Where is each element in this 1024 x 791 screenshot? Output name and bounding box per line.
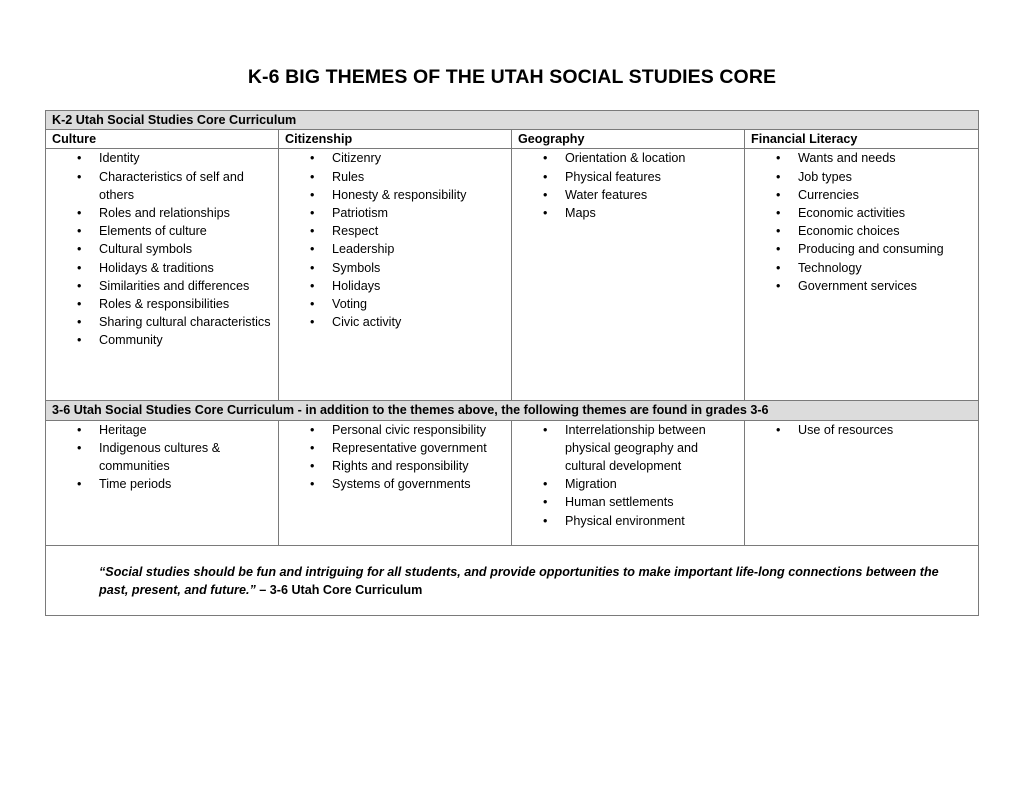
column-header-row [46,130,979,149]
bullet-item: • Orientation & location [565,149,738,167]
quote-text: “Social studies should be fun and intriguing for all students, and provide opportunities to make important life-long connections between the past, present, and future.” [99,564,939,597]
quote-block [99,563,958,599]
bullet-item: • Currencies [798,186,972,204]
k2-heading-row [46,111,979,130]
bullet-item: • Elements of culture [99,222,272,240]
g36-culture-list [52,421,272,494]
bullet-item: • Characteristics of self and others [99,168,272,204]
g36-culture-cell [46,420,279,545]
k2-themes-row [46,149,979,401]
bullet-item: • Holidays [332,277,505,295]
bullet-item: • Government services [798,277,972,295]
k2-geography-cell [512,149,745,401]
bullet-item: • Leadership [332,240,505,258]
column-header-culture: Culture [46,130,279,149]
bullet-item: • Respect [332,222,505,240]
bullet-item: • Physical environment [565,512,738,530]
bullet-item: • Roles and relationships [99,204,272,222]
bullet-item: • Holidays & traditions [99,259,272,277]
bullet-item: • Time periods [99,475,272,493]
k2-citizenship-cell [279,149,512,401]
bullet-item: • Rights and responsibility [332,457,505,475]
bullet-item: • Identity [99,149,272,167]
bullet-item: • Wants and needs [798,149,972,167]
quote-cell [46,545,979,615]
bullet-item: • Civic activity [332,313,505,331]
g36-heading: 3-6 Utah Social Studies Core Curriculum - in addition to the themes above, the following themes are found in grades 3-6 [46,401,979,420]
g36-geography-list [518,421,738,530]
g36-citizenship-cell [279,420,512,545]
bullet-item: • Symbols [332,259,505,277]
bullet-item: • Voting [332,295,505,313]
g36-financial-cell [745,420,979,545]
k2-financial-cell [745,149,979,401]
bullet-item: • Economic choices [798,222,972,240]
bullet-item: • Indigenous cultures & communities [99,439,272,475]
bullet-item: • Citizenry [332,149,505,167]
bullet-item: • Roles & responsibilities [99,295,272,313]
bullet-item: • Systems of governments [332,475,505,493]
bullet-item: • Community [99,331,272,349]
column-header-geography: Geography [512,130,745,149]
bullet-item: • Rules [332,168,505,186]
bullet-item: • Heritage [99,421,272,439]
bullet-item: • Migration [565,475,738,493]
column-header-financial-literacy: Financial Literacy [745,130,979,149]
g36-financial-list [751,421,972,439]
g36-geography-cell [512,420,745,545]
bullet-item: • Technology [798,259,972,277]
bullet-item: • Water features [565,186,738,204]
bullet-item: • Honesty & responsibility [332,186,505,204]
k2-culture-list [52,149,272,349]
bullet-item: • Producing and consuming [798,240,972,258]
k2-geography-list [518,149,738,222]
bullet-item: • Representative government [332,439,505,457]
bullet-item: • Personal civic responsibility [332,421,505,439]
page-title: K-6 BIG THEMES OF THE UTAH SOCIAL STUDIES CORE [247,66,777,88]
k2-heading: K-2 Utah Social Studies Core Curriculum [46,111,979,130]
bullet-item: • Interrelationship between physical geography and cultural development [565,421,738,476]
g36-citizenship-list [285,421,505,494]
bullet-item: • Cultural symbols [99,240,272,258]
bullet-item: • Human settlements [565,493,738,511]
g36-themes-row [46,420,979,545]
g36-heading-row [46,401,979,420]
bullet-item: • Sharing cultural characteristics [99,313,272,331]
bullet-item: • Use of resources [798,421,972,439]
quote-attribution: – 3-6 Utah Core Curriculum [255,582,423,597]
k2-financial-list [751,149,972,295]
bullet-item: • Physical features [565,168,738,186]
k2-culture-cell [46,149,279,401]
bullet-item: • Patriotism [332,204,505,222]
themes-table [45,110,979,616]
column-header-citizenship: Citizenship [279,130,512,149]
bullet-item: • Job types [798,168,972,186]
bullet-item: • Maps [565,204,738,222]
bullet-item: • Similarities and differences [99,277,272,295]
bullet-item: • Economic activities [798,204,972,222]
k2-citizenship-list [285,149,505,331]
quote-row [46,545,979,615]
